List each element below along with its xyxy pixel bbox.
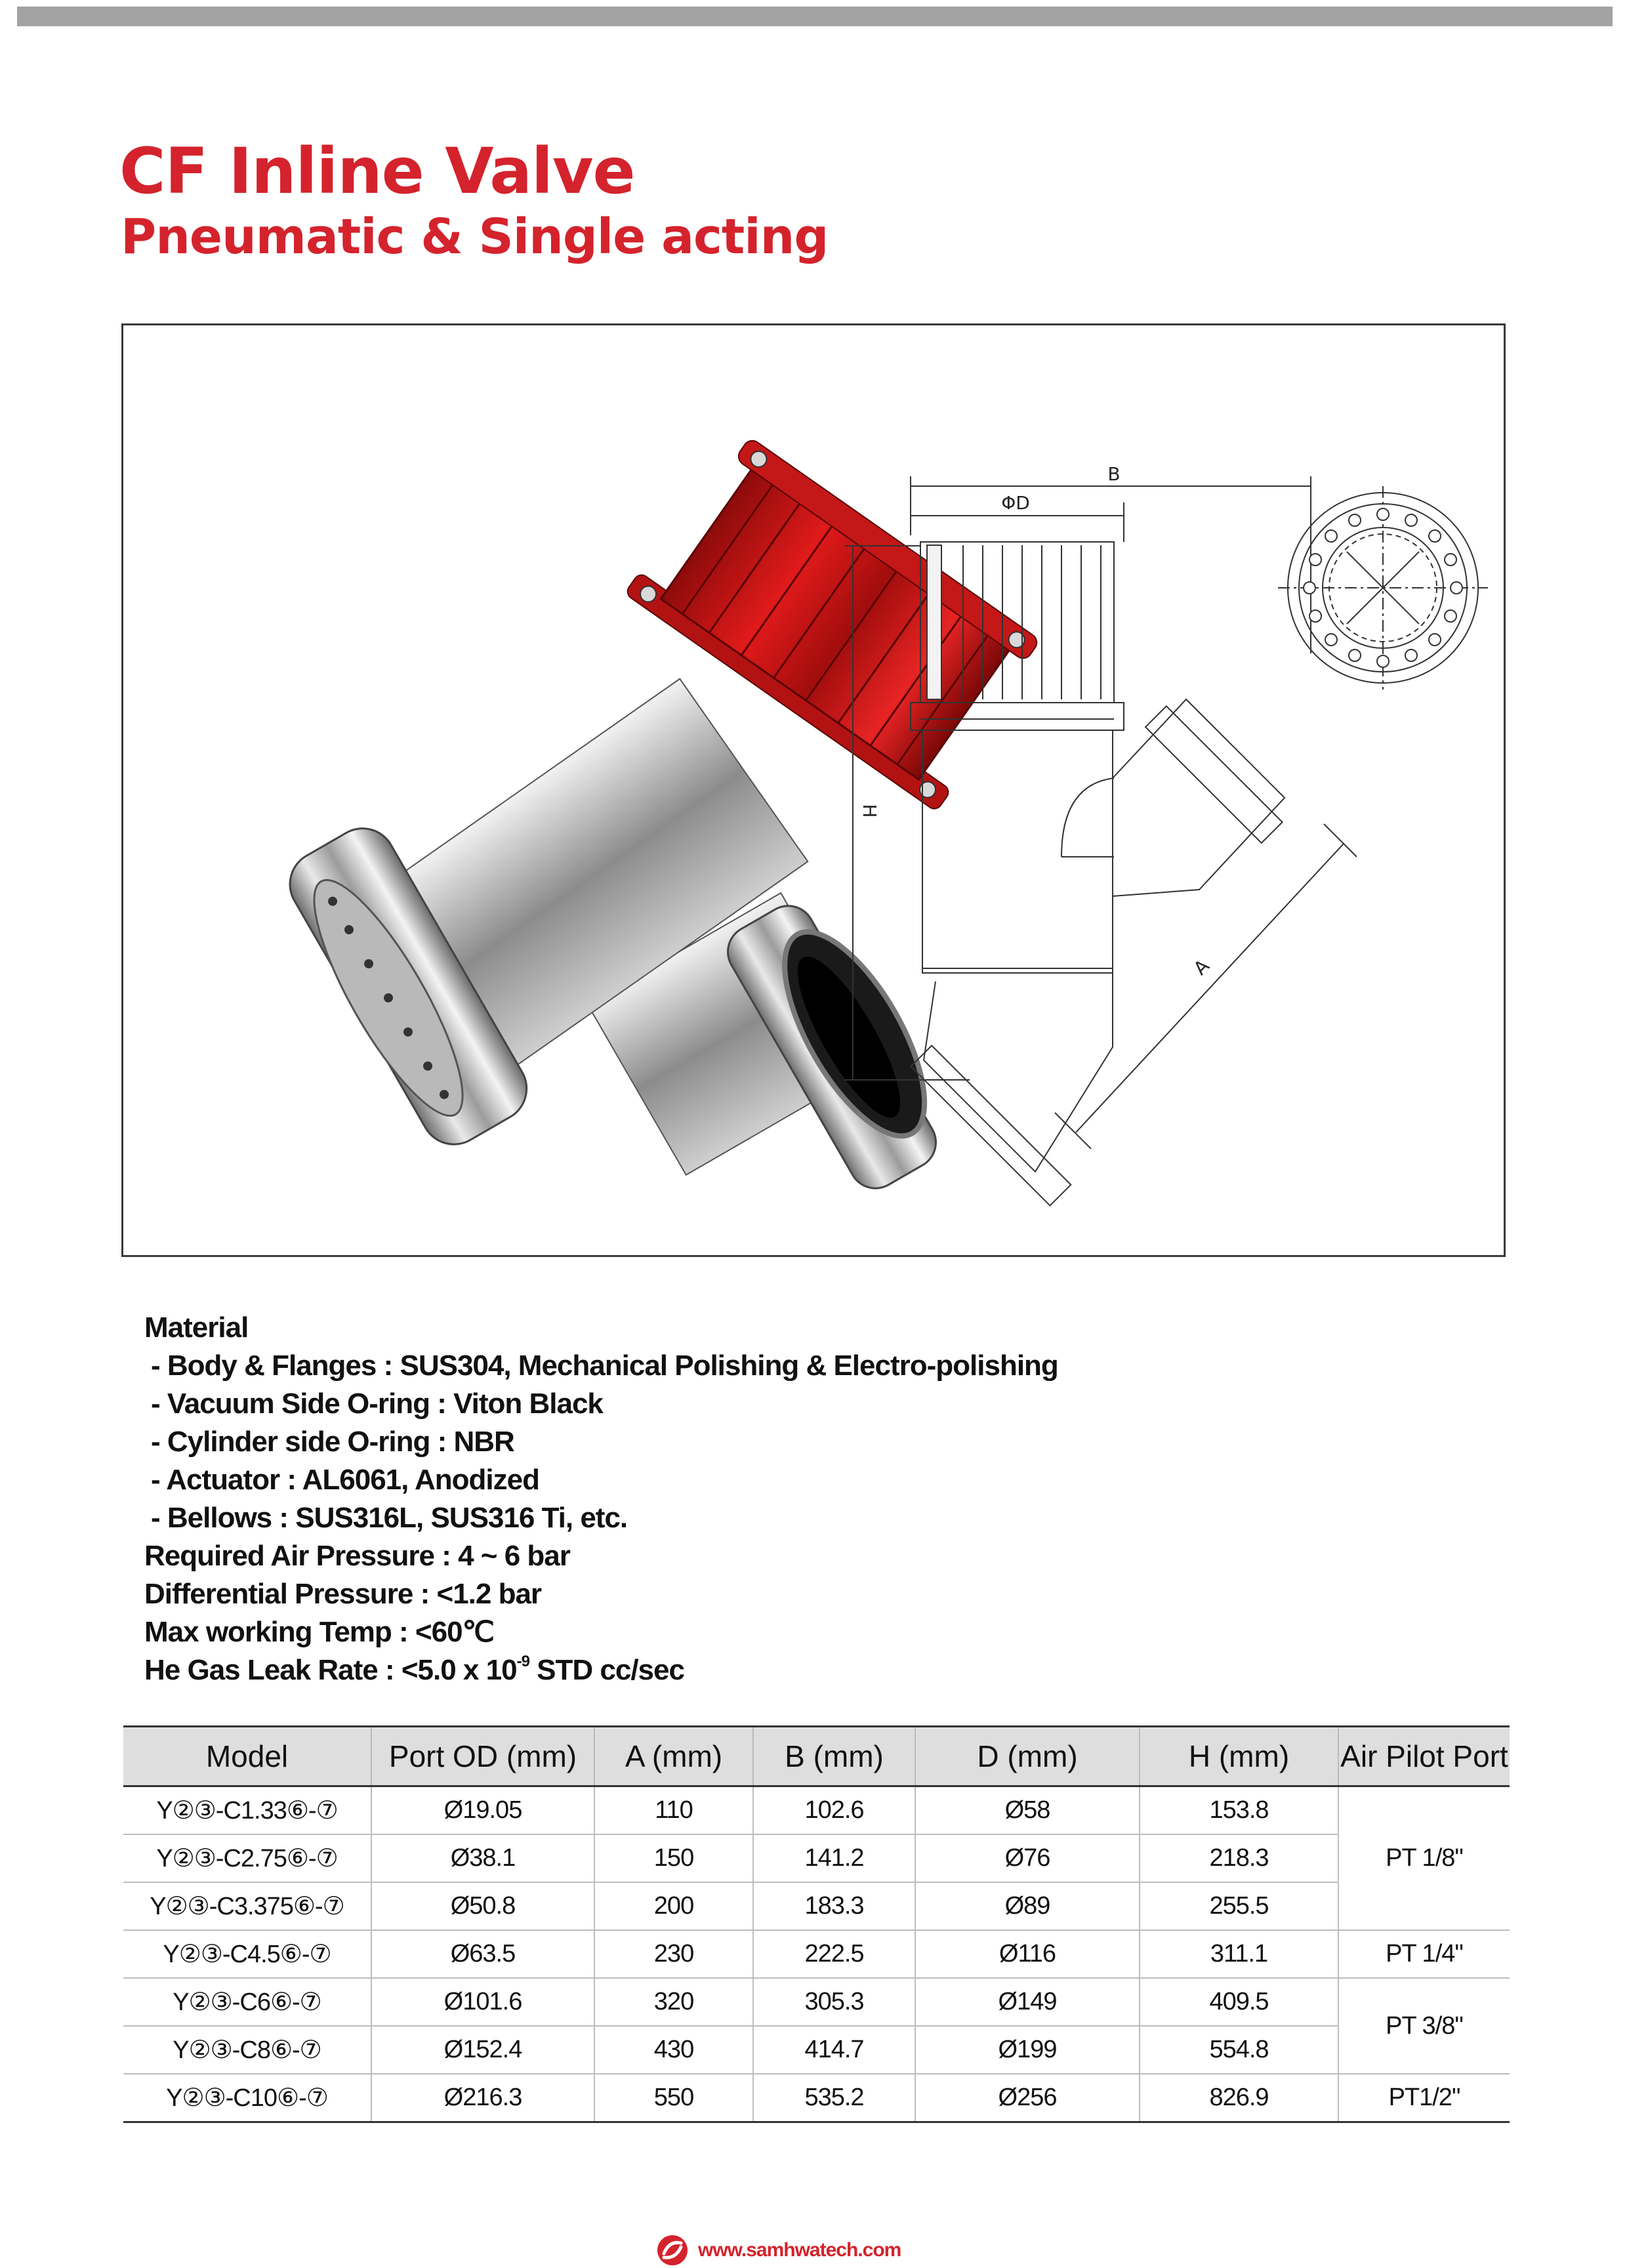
cell-pilot-port: PT 3/8" [1338,1978,1510,2074]
cell-model: Y②③-C2.75⑥-⑦ [123,1834,371,1882]
cell-port-od: Ø152.4 [371,2026,594,2074]
leak-rate-suffix: STD cc/sec [529,1654,684,1686]
spec-bellows: - Bellows : SUS316L, SUS316 Ti, etc. [151,1502,628,1534]
leak-rate-exponent: -9 [516,1653,529,1670]
cell-a: 230 [594,1930,753,1978]
cell-port-od: Ø63.5 [371,1930,594,1978]
cell-a: 150 [594,1834,753,1882]
cell-h: 826.9 [1140,2074,1338,2122]
cell-a: 200 [594,1882,753,1930]
cell-b: 305.3 [753,1978,915,2026]
col-air-pilot-port: Air Pilot Port [1338,1727,1510,1786]
table-row [123,1882,1510,1930]
dim-h-label: H [859,804,880,818]
cell-b: 183.3 [753,1882,915,1930]
spec-material-heading: Material [144,1311,249,1344]
cell-b: 414.7 [753,2026,915,2074]
technical-drawing [845,476,1488,1206]
cell-model: Y②③-C4.5⑥-⑦ [123,1930,371,1978]
dim-a-label: A [1189,955,1214,979]
cell-model: Y②③-C6⑥-⑦ [123,1978,371,2026]
page-subtitle: Pneumatic & Single acting [121,209,829,265]
col-h: H (mm) [1140,1727,1338,1786]
table-row [123,2074,1510,2122]
spec-air-pressure: Required Air Pressure : 4 ~ 6 bar [144,1540,570,1572]
cell-d: Ø76 [915,1834,1140,1882]
top-bar [17,7,1613,26]
cell-d: Ø149 [915,1978,1140,2026]
cell-port-od: Ø38.1 [371,1834,594,1882]
spec-actuator: - Actuator : AL6061, Anodized [151,1464,539,1496]
cell-b: 222.5 [753,1930,915,1978]
col-d: D (mm) [915,1727,1140,1786]
table-row [123,1930,1510,1978]
cell-a: 430 [594,2026,753,2074]
cell-port-od: Ø50.8 [371,1882,594,1930]
cell-model: Y②③-C10⑥-⑦ [123,2074,371,2122]
table-header-row [123,1727,1510,1786]
cell-port-od: Ø19.05 [371,1786,594,1835]
cell-a: 110 [594,1786,753,1835]
product-figure-frame [121,323,1506,1257]
cell-a: 320 [594,1978,753,2026]
cell-d: Ø256 [915,2074,1140,2122]
cell-d: Ø199 [915,2026,1140,2074]
cell-pilot-port: PT 1/8" [1338,1786,1510,1931]
dim-d-label: ΦD [1001,492,1030,514]
spec-max-temp: Max working Temp : <60℃ [144,1616,494,1648]
cell-model: Y②③-C8⑥-⑦ [123,2026,371,2074]
cell-pilot-port: PT1/2" [1338,2074,1510,2122]
cell-h: 554.8 [1140,2026,1338,2074]
cell-b: 141.2 [753,1834,915,1882]
cell-pilot-port: PT 1/4" [1338,1930,1510,1978]
cell-model: Y②③-C1.33⑥-⑦ [123,1786,371,1835]
page-title: CF Inline Valve [119,134,635,208]
spec-leak-rate [144,1651,1058,1689]
product-figure [123,325,1504,1255]
cell-h: 409.5 [1140,1978,1338,2026]
company-logo-icon [656,2234,689,2267]
spec-cylinder-oring: - Cylinder side O-ring : NBR [151,1426,514,1458]
cell-d: Ø116 [915,1930,1140,1978]
col-a: A (mm) [594,1727,753,1786]
table-row [123,1834,1510,1882]
col-model: Model [123,1727,371,1786]
cell-model: Y②③-C3.375⑥-⑦ [123,1882,371,1930]
cell-d: Ø58 [915,1786,1140,1835]
col-port-od: Port OD (mm) [371,1727,594,1786]
cell-h: 153.8 [1140,1786,1338,1835]
spec-diff-pressure: Differential Pressure : <1.2 bar [144,1578,542,1610]
cell-b: 102.6 [753,1786,915,1835]
website-link[interactable]: www.samhwatech.com [698,2239,901,2261]
cell-d: Ø89 [915,1882,1140,1930]
col-b: B (mm) [753,1727,915,1786]
footer [656,2234,901,2267]
model-spec-table [123,1725,1510,2123]
leak-rate-prefix: He Gas Leak Rate : <5.0 x 10 [144,1654,517,1686]
table-row [123,1786,1510,1835]
table-row [123,1978,1510,2026]
table-row [123,2026,1510,2074]
cell-port-od: Ø101.6 [371,1978,594,2026]
cell-b: 535.2 [753,2074,915,2122]
specifications-list [144,1309,1058,1689]
spec-vacuum-oring: - Vacuum Side O-ring : Viton Black [151,1388,603,1420]
cell-h: 218.3 [1140,1834,1338,1882]
cell-port-od: Ø216.3 [371,2074,594,2122]
cell-h: 311.1 [1140,1930,1338,1978]
dim-b-label: B [1107,463,1121,485]
cell-h: 255.5 [1140,1882,1338,1930]
spec-body-flanges: - Body & Flanges : SUS304, Mechanical Polishing & Electro-polishing [151,1350,1058,1382]
cell-a: 550 [594,2074,753,2122]
